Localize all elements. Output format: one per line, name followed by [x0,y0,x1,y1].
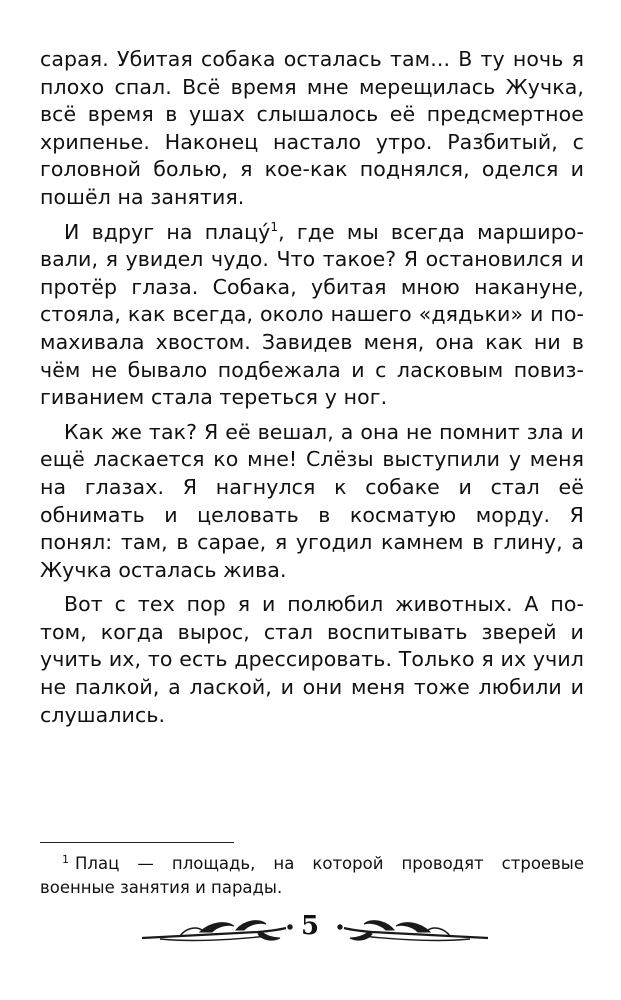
text-line: её обнимать и целовать в косматую морду. [40,474,584,527]
text-line: махивала хвостом. Завидев меня, она как ни в [40,329,584,354]
footnote-mark[interactable]: 1 [270,219,279,234]
text-line: всё время в ушах слышалось её предсмертное [40,102,584,127]
text-line: чём не бывало подбежала и с ласковым повиз- [40,357,584,382]
text-line: у меня на глазах. Я нагнулся к собаке и стал [40,447,585,499]
text-line: Вот с тех пор я и полюбил животных. А по- [64,592,584,617]
text-line: плохо спал. Всё время мне мерещилась Жучка, [40,74,584,99]
text-line: Я понял: там, в сарае, я угодил камнем в глину, [40,502,584,555]
text-line: пошёл на занятия. [40,184,245,209]
text-line: гиванием стала тереться у ног. [40,385,388,410]
text-line: не палкой, а лаской, и они меня тоже любили [40,675,562,700]
footnote [40,852,584,900]
footnote-text: Плац — площадь, на которой проводят строевые военные занятия и парады. [40,854,584,897]
text-line: где мы всегда марширо- [296,219,584,244]
text-line: зла и ещё ласкается ко мне! Слёзы выступили [40,419,584,472]
text-line: а Жучка осталась жива. [40,530,584,582]
footnote-number: 1 [62,852,69,866]
text-line: и протёр глаза. Собака, убитая мною накануне, [40,247,584,299]
text-line: Как же так? Я её вешал, а она не помнит [64,419,520,444]
text-line: сарая. Убитая собака осталась там... В ту ночь я [40,47,584,71]
text-line: том, когда вырос, стал воспитывать зверей и [40,619,584,644]
footnote-divider [40,842,234,843]
page-number: 5 [295,910,325,942]
paragraph [40,419,584,585]
paragraph: И вдруг на плацу́$^1$, где мы всегда марширо-вали, я увидел чудо. Что такое? Я остановился и протёр глаза. Собака, убитая мною накануне, стояла, как всегда, около нашего «дядьки» и по-махивала хвостом. Завидев меня, она как ни в чём не бывало подбежала и с ласковым повиз-гиванием стала тереться у ног. [40,219,584,410]
paragraph [40,591,584,729]
text-line: и слушались. [40,675,584,727]
text-line: И вдруг на плацу́ [64,219,271,244]
text-line: головной болью, я кое-как поднялся, оделся и [40,157,584,182]
text-line: хрипенье. Наконец настало утро. Разбитый, с [40,129,584,154]
text-line: учить их, то есть дрессировать. Только я их учил [40,647,584,672]
paragraph [40,46,584,212]
text-line: вали, я увидел чудо. Что такое? Я остановился [40,247,564,272]
text-line: стояла, как всегда, около нашего «дядьки» и по- [40,302,584,327]
body-text [40,46,584,736]
